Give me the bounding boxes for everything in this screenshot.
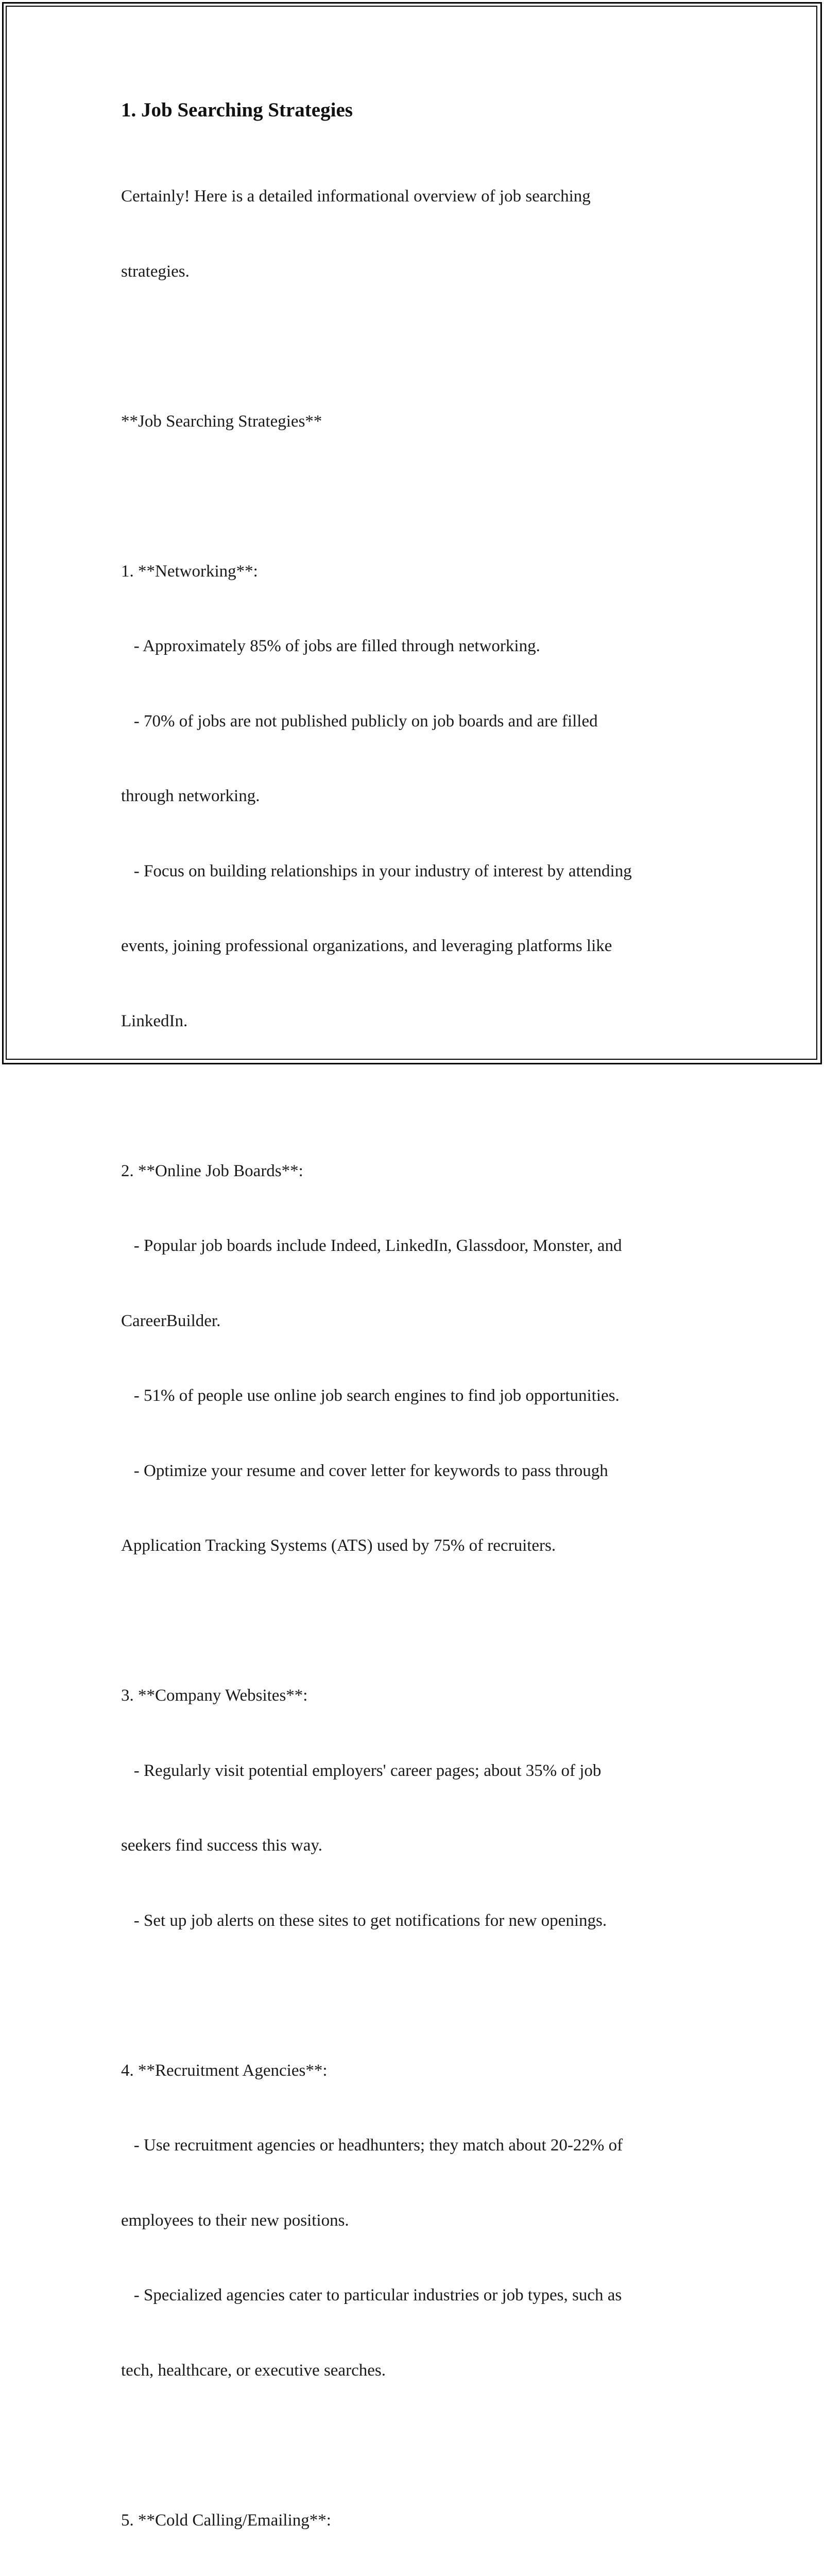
subtitle-line: **Job Searching Strategies** — [121, 412, 322, 431]
text-line: Certainly! Here is a detailed informational overview of job searching — [121, 187, 591, 206]
blank-line — [121, 484, 708, 509]
list-item-heading: 1. **Networking**: — [121, 562, 258, 581]
text-line: - Popular job boards include Indeed, LinkedIn, Glassdoor, Monster, and — [121, 1236, 622, 1255]
text-line: - Specialized agencies cater to particular industries or job types, such as — [121, 2286, 622, 2304]
list-item-heading: 2. **Online Job Boards**: — [121, 1161, 303, 1180]
text-line: - 51% of people use online job search engines to find job opportunities. — [121, 1386, 620, 1405]
text-line: - Regularly visit potential employers' career pages; about 35% of job — [121, 1761, 602, 1780]
text-line: tech, healthcare, or executive searches. — [121, 2361, 386, 2380]
text-line: - Focus on building relationships in your industry of interest by attending — [121, 861, 632, 880]
text-line: strategies. — [121, 262, 190, 281]
text-line: LinkedIn. — [121, 1011, 188, 1030]
text-line: seekers find success this way. — [121, 1836, 323, 1855]
text-line: CareerBuilder. — [121, 1311, 221, 1330]
list-item-heading: 5. **Cold Calling/Emailing**: — [121, 2511, 331, 2530]
blank-line — [121, 1083, 708, 1109]
text-line: Application Tracking Systems (ATS) used by 75% of recruiters. — [121, 1536, 556, 1555]
text-line: - Optimize your resume and cover letter for keywords to pass through — [121, 1461, 608, 1480]
section-heading: 1. Job Searching Strategies — [121, 99, 353, 121]
list-item-heading: 3. **Company Websites**: — [121, 1686, 308, 1705]
document-body — [121, 134, 708, 2576]
text-line: - Use recruitment agencies or headhunters; they match about 20-22% of — [121, 2136, 623, 2155]
text-line: - Set up job alerts on these sites to get notifications for new openings. — [121, 1911, 607, 1930]
blank-line — [121, 334, 708, 359]
text-line: - Approximately 85% of jobs are filled through networking. — [121, 637, 540, 655]
text-line: events, joining professional organizations, and leveraging platforms like — [121, 937, 612, 955]
blank-line — [121, 1983, 708, 2008]
blank-line — [121, 2433, 708, 2458]
text-line: through networking. — [121, 787, 260, 805]
list-item-heading: 4. **Recruitment Agencies**: — [121, 2061, 328, 2080]
document-content — [121, 97, 708, 2576]
blank-line — [121, 1608, 708, 1634]
text-line: employees to their new positions. — [121, 2211, 349, 2230]
text-line: - 70% of jobs are not published publicly on job boards and are filled — [121, 711, 598, 731]
